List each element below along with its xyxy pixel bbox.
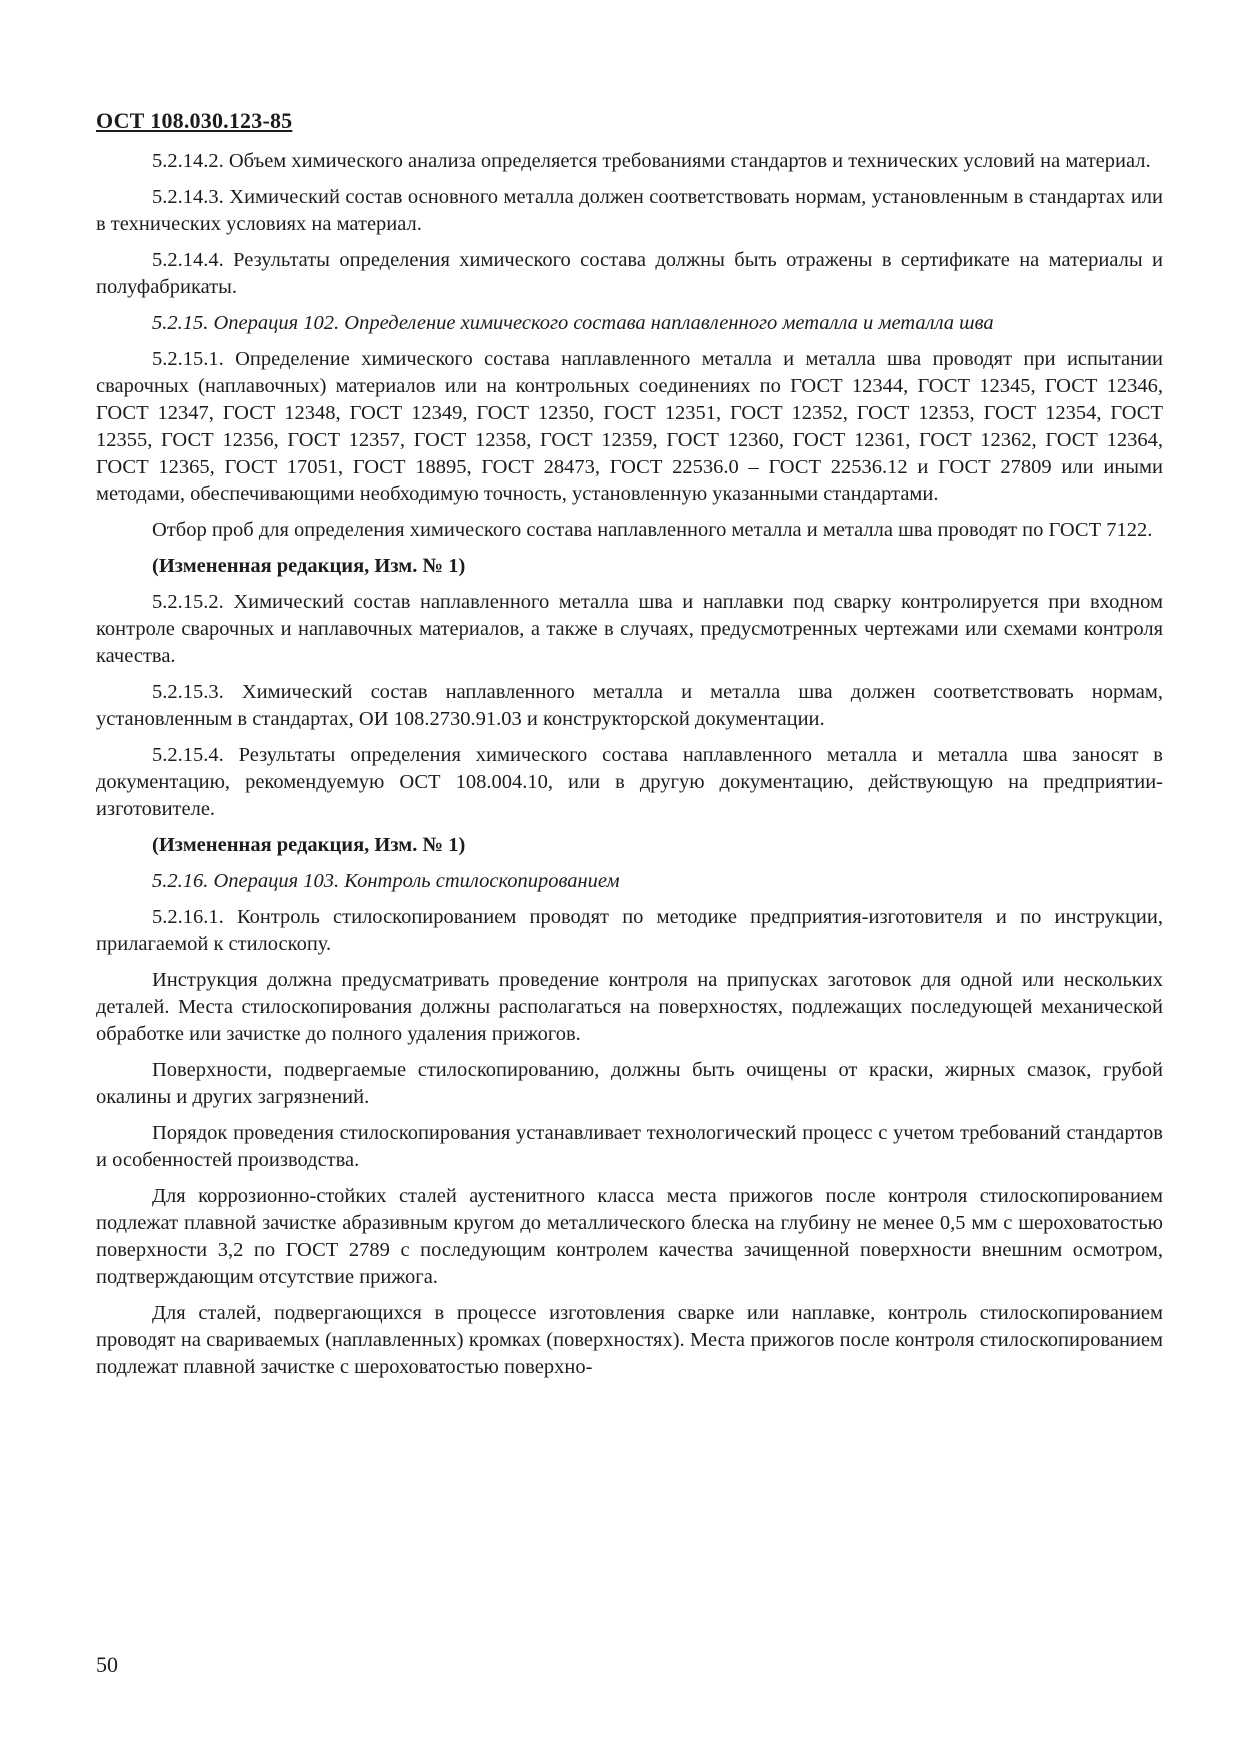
- section-heading-5-2-15: 5.2.15. Операция 102. Определение химического состава наплавленного металла и металла шва: [152, 312, 994, 334]
- document-header: ОСТ 108.030.123-85: [96, 108, 293, 133]
- section-heading-5-2-16: 5.2.16. Операция 103. Контроль стилоскопированием: [152, 870, 620, 892]
- paragraph-5-2-14-4: 5.2.14.4. Результаты определения химического состава должны быть отражены в сертификате на материалы и полуфабрикаты.: [96, 249, 1163, 298]
- paragraph-instruction: Инструкция должна предусматривать проведение контроля на припусках заготовок для одной или нескольких деталей. Места стилоскопирования должны располагаться на поверхностях, подлежащих последующей механической обработке или зачистке до полного удаления прижогов.: [96, 969, 1163, 1045]
- paragraph-5-2-14-2: 5.2.14.2. Объем химического анализа определяется требованиями стандартов и технических условий на материал.: [152, 150, 1151, 172]
- paragraph-5-2-15-4: 5.2.15.4. Результаты определения химического состава наплавленного металла и металла шва заносят в документацию, рекомендуемую ОСТ 108.004.10, или в другую документацию, действующую на предприятии-изготовителе.: [96, 744, 1163, 820]
- paragraph-5-2-14-3: 5.2.14.3. Химический состав основного металла должен соответствовать нормам, установленным в стандартах или в технических условиях на материал.: [96, 186, 1163, 235]
- paragraph-5-2-15-2: 5.2.15.2. Химический состав наплавленного металла шва и наплавки под сварку контролируется при входном контроле сварочных и наплавочных материалов, а также в случаях, предусмотренных чертежами или схемами контроля качества.: [96, 591, 1163, 667]
- paragraph-welded-steels: Для сталей, подвергающихся в процессе изготовления сварке или наплавке, контроль стилоскопированием проводят на свариваемых (наплавленных) кромках (поверхностях). Места прижогов после контроля стилоскопированием подлежат плавной зачистке с шероховатостью поверхно-: [96, 1302, 1163, 1378]
- paragraph-surfaces: Поверхности, подвергаемые стилоскопированию, должны быть очищены от краски, жирных смазок, грубой окалины и других загрязнений.: [96, 1059, 1163, 1108]
- paragraph-sampling: Отбор проб для определения химического состава наплавленного металла и металла шва проводят по ГОСТ 7122.: [152, 519, 1153, 541]
- amendment-note-1: (Измененная редакция, Изм. № 1): [152, 555, 466, 577]
- paragraph-5-2-15-1: 5.2.15.1. Определение химического состава наплавленного металла и металла шва проводят при испытании сварочных (наплавочных) материалов или на контрольных соединениях по ГОСТ 12344, ГОСТ 12345, ГОСТ 12346, ГОСТ 12347, ГОСТ 12348, ГОСТ 12349, ГОСТ 12350, ГОСТ 12351, ГОСТ 12352, ГОСТ 12353, ГОСТ 12354, ГОСТ 12355, ГОСТ 12356, ГОСТ 12357, ГОСТ 12358, ГОСТ 12359, ГОСТ 12360, ГОСТ 12361, ГОСТ 12362, ГОСТ 12364, ГОСТ 12365, ГОСТ 17051, ГОСТ 18895, ГОСТ 28473, ГОСТ 22536.0 – ГОСТ 22536.12 и ГОСТ 27809 или иными методами, обеспечивающими необходимую точность, установленную указанными стандартами.: [96, 348, 1163, 505]
- page-number: 50: [96, 1652, 118, 1677]
- paragraph-procedure: Порядок проведения стилоскопирования устанавливает технологический процесс с учетом требований стандартов и особенностей производства.: [96, 1122, 1163, 1171]
- paragraph-5-2-16-1: 5.2.16.1. Контроль стилоскопированием проводят по методике предприятия-изготовителя и по инструкции, прилагаемой к стилоскопу.: [96, 906, 1163, 955]
- paragraph-5-2-15-3: 5.2.15.3. Химический состав наплавленного металла и металла шва должен соответствовать нормам, установленным в стандартах, ОИ 108.2730.91.03 и конструкторской документации.: [96, 681, 1163, 730]
- paragraph-corrosion-resistant: Для коррозионно-стойких сталей аустенитного класса места прижогов после контроля стилоскопированием подлежат плавной зачистке абразивным кругом до металлического блеска на глубину не менее 0,5 мм с шероховатостью поверхности 3,2 по ГОСТ 2789 с последующим контролем качества зачищенной поверхности внешним осмотром, подтверждающим отсутствие прижога.: [96, 1185, 1163, 1288]
- amendment-note-2: (Измененная редакция, Изм. № 1): [152, 834, 466, 856]
- document-page: [96, 108, 1163, 1390]
